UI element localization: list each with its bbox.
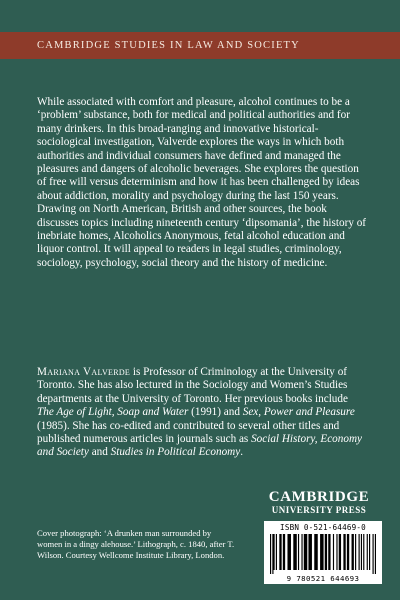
blurb-paragraph: While associated with comfort and pleasure, alcohol continues to be a ‘problem’ substance, both for medical and political authorities and for many drinkers. In this broad-ranging and innovative historical-sociological investigation, Valverde explores the ways in which both authorities and individual consumers have defined and managed the pleasures and dangers of alcoholic beverages. She explores the question of free will versus determinism and how it has been challenged by ideas about addiction, morality and psychology during the last 150 years. Drawing on North American, British and other sources, the book discusses topics including nineteenth century ‘dipsomania’, the history of inebriate homes, Alcoholics Anonymous, fetal alcohol education and liquor control. It will appeal to readers in legal studies, criminology, sociology, psychology, social theory and the history of medicine.	[37, 96, 367, 269]
barcode-digits: 9 780521 644693	[286, 574, 360, 583]
cover-credit: Cover photograph: ‘A drunken man surrounded by women in a dingy alehouse.’ Lithograph, c. 1840, after T. Wilson. Courtesy Wellcome Institute Library, London.	[37, 528, 235, 560]
bio-text-5: .	[240, 446, 244, 459]
publisher-name: CAMBRIDGE	[268, 489, 370, 505]
bio-text-1: is Professor of Criminology at the University of Toronto. She has also lectured in the Sociology and Women’s Studies departments at the University of Toronto. Her previous books include	[37, 366, 348, 405]
book-title-2: Sex, Power and Pleasure	[242, 406, 355, 419]
series-band	[0, 32, 400, 59]
author-bio	[37, 366, 367, 460]
isbn-barcode-box	[264, 521, 382, 584]
isbn-label: ISBN 0-521-64469-0	[280, 523, 366, 532]
bio-text-4: and	[88, 446, 111, 459]
author-name: Mariana Valverde	[37, 366, 131, 378]
journal-title-1: Social History, Economy and Society	[37, 433, 363, 459]
publisher-subname: UNIVERSITY PRESS	[271, 505, 367, 515]
journal-title-2: Studies in Political Economy	[110, 446, 241, 459]
bio-text-3: (1985). She has co-edited and contributed to several other titles and published numerous articles in journals such as	[37, 419, 340, 446]
top-strip	[0, 0, 400, 32]
book-title-1: The Age of Light, Soap and Water	[37, 406, 189, 419]
bio-text-2: (1991) and	[188, 406, 243, 419]
publisher-logo	[259, 489, 379, 516]
series-title: CAMBRIDGE STUDIES IN LAW AND SOCIETY	[37, 40, 300, 51]
barcode-icon	[270, 534, 376, 574]
